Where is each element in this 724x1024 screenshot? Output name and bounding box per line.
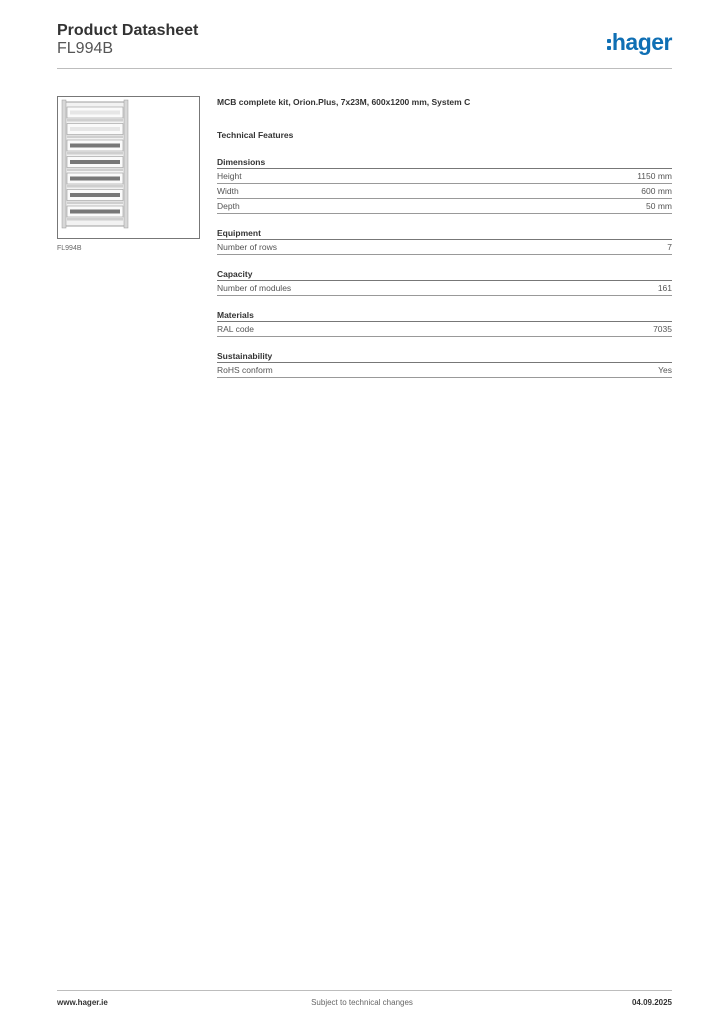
section-title: Capacity	[217, 268, 672, 281]
section-equipment	[217, 227, 672, 255]
section-capacity	[217, 268, 672, 296]
footer-note: Subject to technical changes	[311, 998, 413, 1007]
section-title: Materials	[217, 309, 672, 322]
feature-value: 50 mm	[646, 201, 672, 211]
feature-label: RoHS conform	[217, 365, 273, 375]
feature-row	[217, 240, 672, 255]
section-title: Dimensions	[217, 156, 672, 169]
logo-wordmark: hager	[611, 28, 672, 55]
product-code: FL994B	[57, 40, 114, 57]
feature-label: Depth	[217, 201, 240, 211]
feature-row	[217, 322, 672, 337]
feature-value: Yes	[658, 365, 672, 375]
feature-value: 7035	[653, 324, 672, 334]
footer-website: www.hager.ie	[57, 998, 108, 1007]
feature-value: 161	[657, 283, 672, 293]
image-caption: FL994B	[57, 245, 82, 252]
feature-row	[217, 184, 672, 199]
feature-row	[217, 169, 672, 184]
footer-divider	[57, 990, 672, 991]
feature-value: 1150 mm	[637, 171, 672, 181]
technical-features-heading: Technical Features	[217, 130, 294, 140]
feature-label: Number of rows	[217, 242, 277, 252]
feature-value: 7	[667, 242, 672, 252]
feature-row	[217, 363, 672, 378]
feature-label: RAL code	[217, 324, 255, 334]
feature-value: 600 mm	[641, 186, 672, 196]
header-divider	[57, 68, 672, 69]
logo-dots-icon	[607, 39, 611, 50]
product-description: MCB complete kit, Orion.Plus, 7x23M, 600x1200 mm, System C	[217, 97, 471, 107]
feature-row	[217, 281, 672, 296]
hager-logo	[607, 28, 672, 56]
feature-label: Height	[217, 171, 242, 181]
section-sustainability	[217, 350, 672, 378]
distribution-board-icon	[58, 97, 199, 238]
product-image	[57, 96, 200, 239]
datasheet-content	[217, 96, 672, 378]
feature-label: Width	[217, 186, 239, 196]
section-title: Sustainability	[217, 350, 672, 363]
section-dimensions	[217, 156, 672, 214]
section-materials	[217, 309, 672, 337]
page-title: Product Datasheet	[57, 22, 199, 39]
section-title: Equipment	[217, 227, 672, 240]
feature-label: Number of modules	[217, 283, 292, 293]
feature-sections	[217, 156, 672, 378]
page-header	[57, 22, 672, 69]
footer-date: 04.09.2025	[631, 998, 672, 1007]
feature-row	[217, 199, 672, 214]
